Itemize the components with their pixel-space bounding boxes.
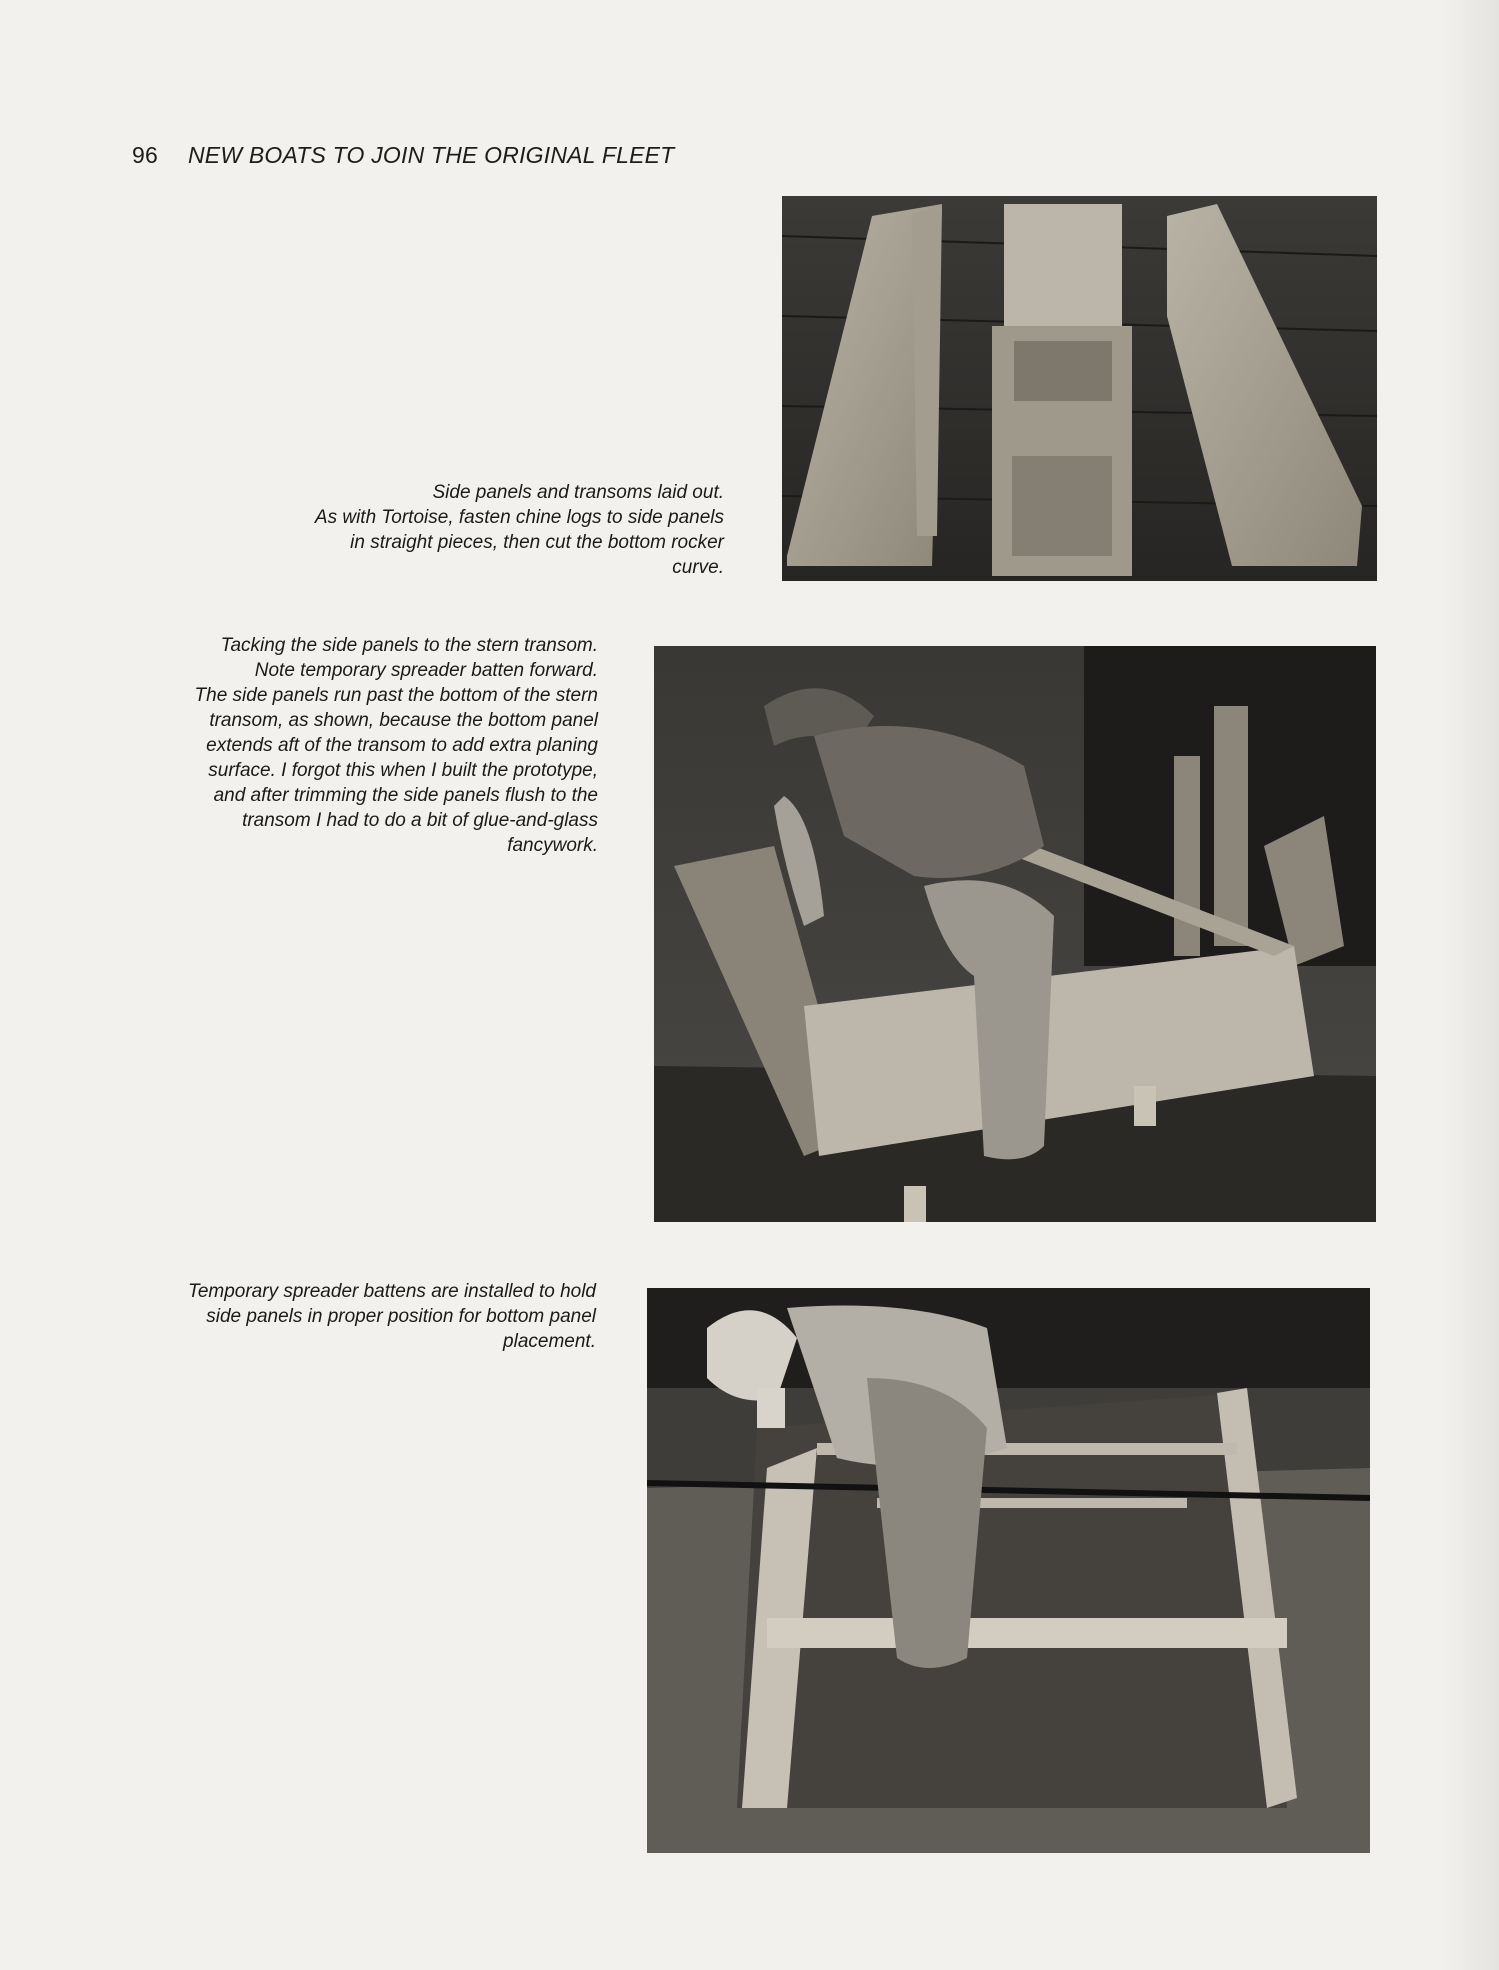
running-header [132,142,674,169]
caption-line: extends aft of the transom to add extra planing [206,735,598,756]
caption-line: Tacking the side panels to the stern transom. [220,635,598,656]
caption-line: placement. [503,1331,596,1352]
caption-line: Temporary spreader battens are installed to hold [187,1281,596,1302]
caption-line: fancywork. [507,835,598,856]
caption-line: curve. [672,557,724,578]
caption-line: Side panels and transoms laid out. [432,482,724,503]
caption-spreader-battens [112,1279,596,1354]
header-title: NEW BOATS TO JOIN THE ORIGINAL FLEET [187,142,675,168]
page-edge-shadow [1439,0,1499,1970]
caption-line: transom, as shown, because the bottom panel [209,710,598,731]
page-number: 96 [132,142,158,168]
caption-line: The side panels run past the bottom of the stern [194,685,598,706]
caption-line: side panels in proper position for bottom panel [206,1306,596,1327]
caption-line: in straight pieces, then cut the bottom rocker [350,532,724,553]
caption-line: As with Tortoise, fasten chine logs to side panels [314,507,724,528]
photo-tacking-side-panels [654,646,1376,1222]
photo-panels-laid-out [782,196,1377,581]
caption-panels-laid-out [232,480,724,580]
caption-line: Note temporary spreader batten forward. [254,660,598,681]
caption-line: surface. I forgot this when I built the prototype, [208,760,598,781]
photo-spreader-battens [647,1288,1370,1853]
caption-line: and after trimming the side panels flush to the [213,785,598,806]
caption-line: transom I had to do a bit of glue-and-glass [242,810,598,831]
caption-tacking-side-panels [112,633,598,858]
